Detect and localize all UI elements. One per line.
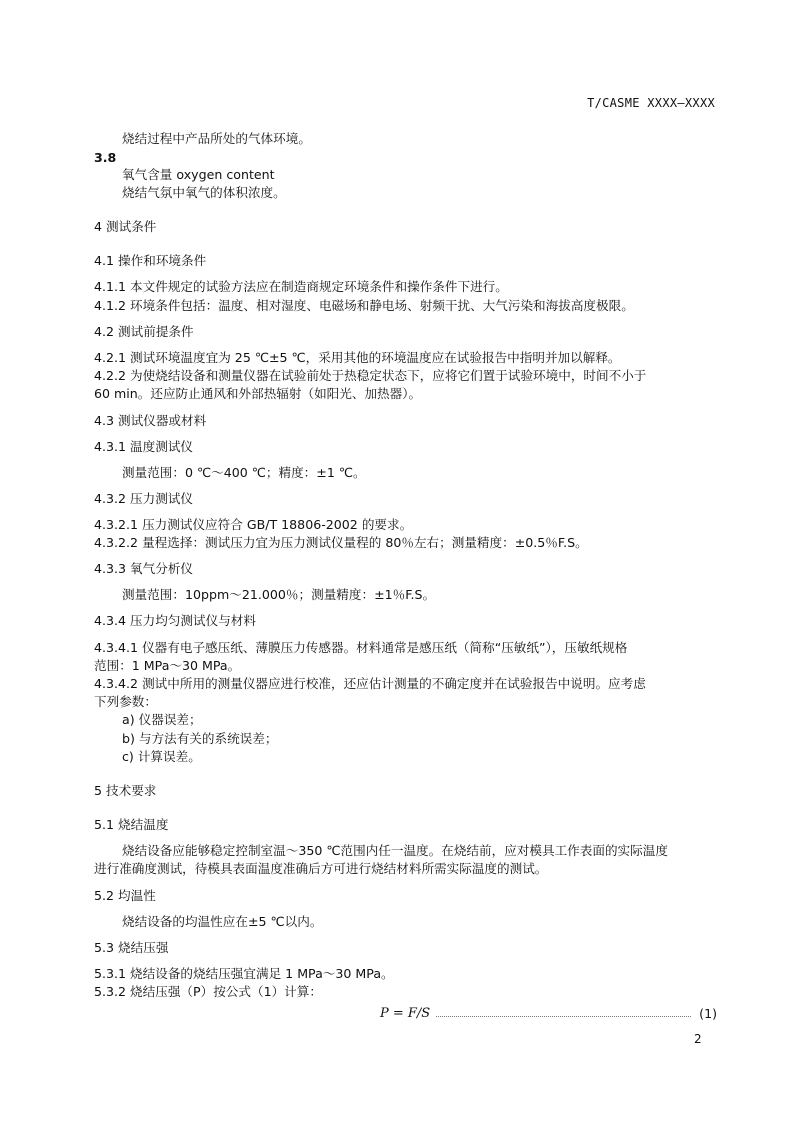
subsection-heading: 4.1 操作和环境条件 [94,253,207,268]
clause-text: 烧结设备应能够稳定控制室温～350 ℃范围内任一温度。在烧结前，应对模具工作表面的实际温度 [122,843,668,858]
clause-text: 4.2.1 测试环境温度宜为 25 ℃±5 ℃，采用其他的环境温度应在试验报告中指明并加以解释。 [94,350,621,365]
clause-heading: 4.3.4 压力均匀测试仪与材料 [94,613,256,628]
clause-text: 4.3.2.1 压力测试仪应符合 GB/T 18806-2002 的要求。 [94,517,413,532]
subsection-heading: 4.2 测试前提条件 [94,324,194,339]
clause-heading: 4.3.1 温度测试仪 [94,439,194,454]
list-item: b) 与方法有关的系统误差； [122,731,278,746]
clause-text: 4.1.2 环境条件包括：温度、相对湿度、电磁场和静电场、射频干扰、大气污染和海拔高度极限。 [94,298,634,313]
clause-text-continued: 下列参数： [94,694,157,709]
subsection-heading: 4.3 测试仪器或材料 [94,413,207,428]
clause-text: 5.3.2 烧结压强（P）按公式（1）计算： [94,984,322,999]
document-code-header: T/CASME XXXX—XXXX [587,96,715,110]
term-number: 3.8 [94,150,117,165]
clause-text: 5.3.1 烧结设备的烧结压强宜满足 1 MPa～30 MPa。 [94,966,394,981]
clause-text-continued: 60 min。还应防止通风和外部热辐射（如阳光、加热器）。 [94,386,422,401]
clause-text-continued: 进行准确度测试，待模具表面温度准确后方可进行烧结材料所需实际温度的测试。 [94,861,548,876]
formula-number: (1) [699,1006,717,1021]
definition-text: 烧结气氛中氧气的体积浓度。 [122,185,286,200]
page-number: 2 [694,1032,702,1046]
subsection-heading: 5.1 烧结温度 [94,817,169,832]
clause-text: 4.3.4.2 测试中所用的测量仪器应进行校准，还应估计测量的不确定度并在试验报告中说明。应考虑 [94,676,646,691]
clause-text: 测量范围：0 ℃～400 ℃；精度：±1 ℃。 [122,465,366,480]
clause-heading: 4.3.2 压力测试仪 [94,491,194,506]
definition-text: 烧结过程中产品所处的气体环境。 [122,131,311,146]
clause-text: 测量范围：10ppm～21.000％；测量精度：±1％F.S。 [122,587,436,602]
list-item: c) 计算误差。 [122,749,201,764]
clause-text-continued: 范围：1 MPa～30 MPa。 [94,658,241,673]
formula-line [380,1006,717,1022]
formula-expression: P = F/S [380,1006,431,1021]
clause-heading: 4.3.3 氧气分析仪 [94,561,194,576]
clause-text: 4.1.1 本文件规定的试验方法应在制造商规定环境条件和操作条件下进行。 [94,279,508,294]
clause-text: 4.3.2.2 量程选择：测试压力宜为压力测试仪量程的 80％左右；测量精度：±0.5％F.S。 [94,535,588,550]
section-heading: 5 技术要求 [94,783,157,798]
subsection-heading: 5.2 均温性 [94,888,156,903]
clause-text: 4.2.2 为使烧结设备和测量仪器在试验前处于热稳定状态下，应将它们置于试验环境中，时间不小于 [94,368,647,383]
subsection-heading: 5.3 烧结压强 [94,940,169,955]
clause-text: 烧结设备的均温性应在±5 ℃以内。 [122,914,323,929]
section-heading: 4 测试条件 [94,219,157,234]
clause-text: 4.3.4.1 仪器有电子感压纸、薄膜压力传感器。材料通常是感压纸（简称“压敏纸”），压敏纸规格 [94,640,628,655]
list-item: a) 仪器误差； [122,712,202,727]
leader-dots [436,1016,691,1017]
term-name: 氧气含量 oxygen content [122,167,275,182]
